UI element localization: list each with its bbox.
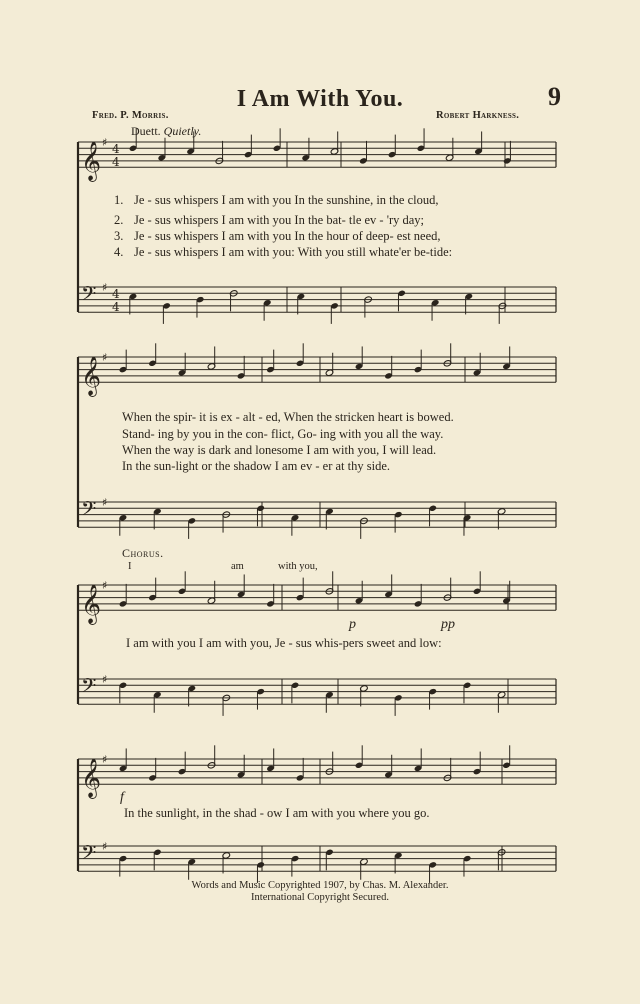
sharp-icon: ♯ <box>102 753 108 766</box>
time-sig-top: 4 <box>112 287 120 301</box>
composer-credit: Robert Harkness. <box>436 110 520 121</box>
chorus-line-2: In the sunlight, in the shad - ow I am with you where you go. <box>124 806 430 820</box>
time-sig-bottom: 4 <box>112 155 120 169</box>
treble-clef-icon: 𝄞 <box>81 584 102 625</box>
verse-cont-line-3: When the way is dark and lonesome I am with you, I will lead. <box>122 443 437 457</box>
dynamic-pp: pp <box>441 617 455 632</box>
sharp-icon: ♯ <box>102 281 108 294</box>
sharp-icon: ♯ <box>102 840 108 853</box>
chorus-upper-word-1: I <box>128 561 132 572</box>
sharp-icon: ♯ <box>102 351 108 364</box>
page-number: 9 <box>548 82 561 111</box>
verse-line-4: 4. Je - sus whispers I am with you: With you still whate'er be-tide: <box>114 245 453 259</box>
verse-cont-line-1: When the spir- it is ex - alt - ed, When the stricken heart is bowed. <box>122 410 454 424</box>
time-sig-bottom: 4 <box>112 300 120 314</box>
chorus-upper-word-2: am <box>231 561 244 572</box>
copyright-line: Words and Music Copyrighted 1907, by Chas. M. Alexander. <box>191 880 449 891</box>
bass-clef-icon: 𝄢 <box>81 282 97 310</box>
verse-cont-line-2: Stand- ing by you in the con- flict, Go- ing with you all the way. <box>122 427 444 441</box>
sharp-icon: ♯ <box>102 673 108 686</box>
dynamic-f: f <box>120 790 124 805</box>
chorus-upper-word-3: with you, <box>278 561 318 572</box>
treble-clef-icon: 𝄞 <box>81 758 102 799</box>
sharp-icon: ♯ <box>102 136 108 149</box>
bass-clef-icon: 𝄢 <box>81 497 97 525</box>
copyright-line-2: International Copyright Secured. <box>251 892 389 903</box>
chorus-line-1: I am with you I am with you, Je - sus whis-pers sweet and low: <box>126 636 442 650</box>
duett-label: Duett. <box>131 124 161 138</box>
dynamic-p: p <box>349 617 356 632</box>
treble-clef-icon: 𝄞 <box>81 356 102 397</box>
verse-line-3: 3. Je - sus whispers I am with you In the hour of deep- est need, <box>114 229 441 243</box>
bass-clef-icon: 𝄢 <box>81 674 97 702</box>
verse-line-1: 1. Je - sus whispers I am with you In the sunshine, in the cloud, <box>114 193 439 207</box>
sharp-icon: ♯ <box>102 496 108 509</box>
treble-clef-icon: 𝄞 <box>81 141 102 182</box>
bass-clef-icon: 𝄢 <box>81 841 97 869</box>
chorus-label: Chorus. <box>122 546 164 560</box>
verse-cont-line-4: In the sun-light or the shadow I am ev - er at thy side. <box>122 459 390 473</box>
hymn-title: I Am With You. <box>236 86 404 112</box>
quietly-label: Quietly. <box>163 124 202 138</box>
verse-line-2: 2. Je - sus whispers I am with you In the bat- tle ev - 'ry day; <box>114 213 425 227</box>
lyricist-credit: Fred. P. Morris. <box>92 110 169 121</box>
sharp-icon: ♯ <box>102 579 108 592</box>
time-sig-top: 4 <box>112 142 120 156</box>
